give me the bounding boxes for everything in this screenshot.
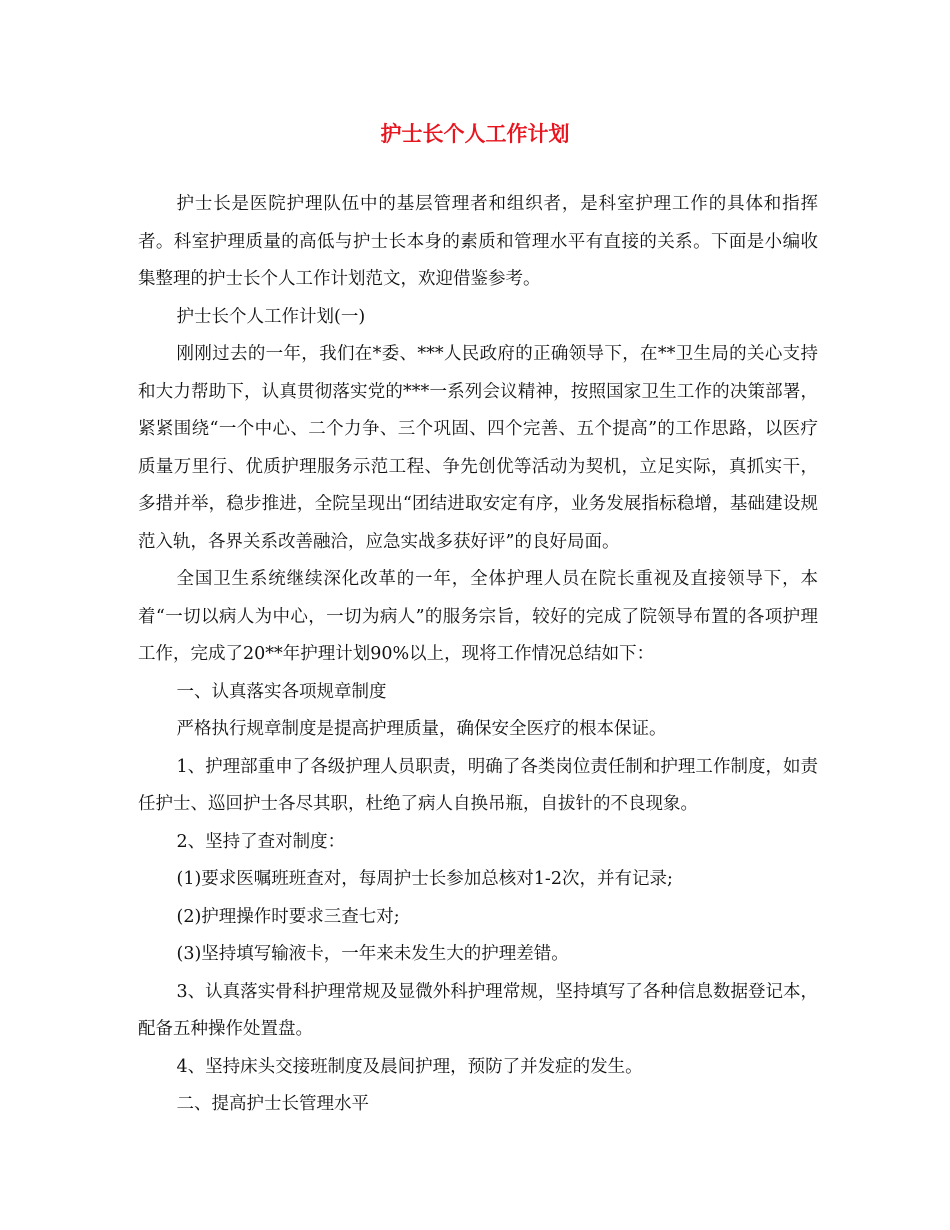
paragraph-subitem-1: (1)要求医嘱班班查对，每周护士长参加总核对1-2次，并有记录; [176,869,673,889]
paragraph-heading-rules: 一、认真落实各项规章制度 [176,681,387,702]
paragraph-item-1: 1、护理部重申了各级护理人员职责，明确了各类岗位责任制和护理工作制度，如责任护士、巡回护士各尽其职，杜绝了病人自换吊瓶，自拔针的不良现象。 [138,756,818,814]
paragraph-past-year: 刚刚过去的一年，我们在*委、***人民政府的正确领导下，在**卫生局的关心支持和大力帮助下，认真贯彻落实党的***一系列会议精神，按照国家卫生工作的决策部署，紧紧围绕“一个中心、二个力争、三个巩固、四个完善、五个提高”的工作思路，以医疗质量万里行、优质护理服务示范工程、争先创优等活动为契机，立足实际，真抓实干，多措并举，稳步推进，全院呈现出“团结进取安定有序，业务发展指标稳增，基础建设规范入轨，各界关系改善融洽，应急实战多获好评”的良好局面。 [138,344,818,552]
document-title: 护士长个人工作计划 [380,121,570,146]
paragraph-subitem-2: (2)护理操作时要求三查七对; [176,906,400,927]
paragraph-item-2: 2、坚持了查对制度： [176,831,346,852]
paragraph-intro: 护士长是医院护理队伍中的基层管理者和组织者，是科室护理工作的具体和指挥者。科室护理质量的高低与护士长本身的素质和管理水平有直接的关系。下面是小编收集整理的护士长个人工作计划范文，欢迎借鉴参考。 [138,194,818,289]
paragraph-section-heading-plan-one: 护士长个人工作计划(一) [176,306,366,327]
document-body [138,186,818,1124]
paragraph-item-3: 3、认真落实骨科护理常规及显微外科护理常规，坚持填写了各种信息数据登记本，配备五种操作处置盘。 [138,981,818,1039]
paragraph-rules-guarantee: 严格执行规章制度是提高护理质量，确保安全医疗的根本保证。 [176,719,667,739]
paragraph-subitem-3: (3)坚持填写输液卡，一年来未发生大的护理差错。 [176,944,569,964]
paragraph-heading-management: 二、提高护士长管理水平 [176,1094,369,1114]
paragraph-reform-year: 全国卫生系统继续深化改革的一年，全体护理人员在院长重视及直接领导下，本着“一切以病人为中心，一切为病人”的服务宗旨，较好的完成了院领导布置的各项护理工作，完成了20**年护理计划90%以上，现将工作情况总结如下： [138,569,818,664]
paragraph-item-4: 4、坚持床头交接班制度及晨间护理，预防了并发症的发生。 [176,1056,643,1077]
